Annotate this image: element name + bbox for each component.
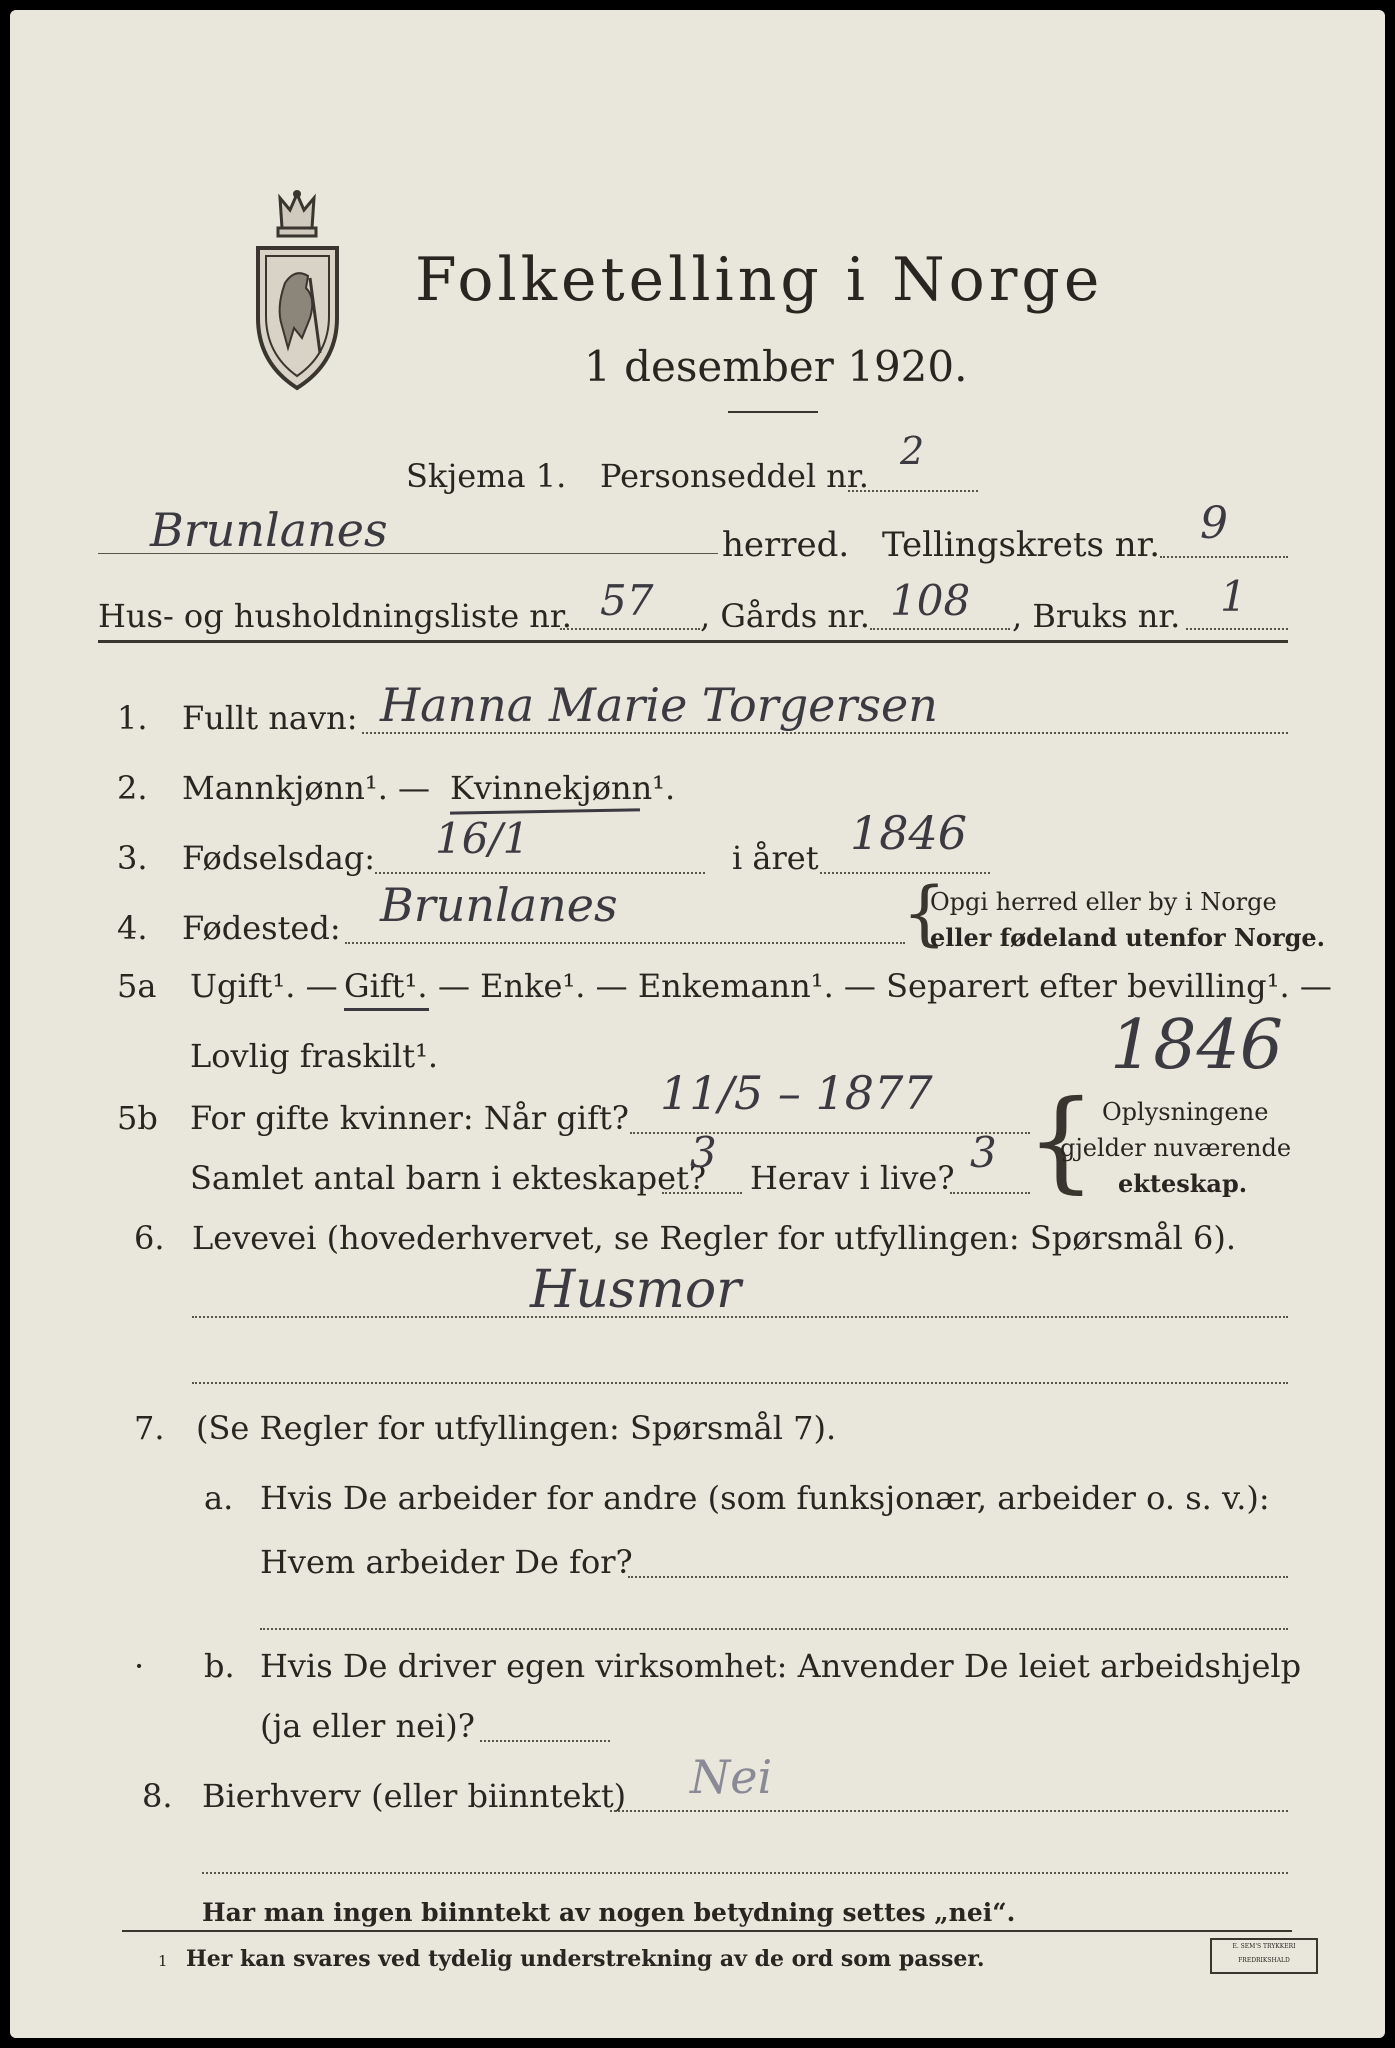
q7a-line-1 [628,1576,1288,1578]
q5a-gift-underline [344,1008,429,1011]
q7a-letter: a. [204,1479,234,1517]
husliste-value: 57 [600,576,654,625]
q4-line [345,942,905,944]
q5a-number: 5a [117,967,157,1005]
q5a-ugift-option: Ugift¹. — [190,967,338,1005]
q7-number: 7. [134,1409,165,1447]
q4-value: Brunlanes [380,878,618,932]
gards-value: 108 [890,576,971,625]
footnote-text: Her kan svares ved tydelig understrekning av de ord som passer. [186,1946,985,1972]
personseddel-value: 2 [900,429,925,473]
bruks-value: 1 [1220,572,1247,621]
q7b-bullet: · [134,1647,145,1685]
margin-note: 1846 [1110,1006,1284,1085]
q5b-brace: { [1026,1076,1096,1204]
q8-line [610,1810,1288,1812]
q6-value: Husmor [530,1260,741,1320]
header-rule [98,640,1288,643]
tellingskrets-line [1160,556,1288,558]
q7-label: (Se Regler for utfyllingen: Spørsmål 7). [196,1409,837,1447]
q7b-text: Hvis De driver egen virksomhet: Anvender De leiet arbeidshjelp [260,1647,1302,1685]
q5b-children-value: 3 [690,1128,717,1177]
q2-male-option: Mannkjønn¹. — [182,769,431,807]
q4-brace: { [902,872,947,954]
footnote-mark: 1 [158,1952,168,1970]
q3-label: Fødselsdag: [182,839,376,877]
footer-rule [122,1930,1292,1932]
q3-day-line [375,872,705,874]
q6-number: 6. [134,1219,165,1257]
q6-line-2 [192,1382,1288,1384]
q5b-alive-label: Herav i live? [750,1159,955,1197]
q6-label: Levevei (hovederhvervet, se Regler for utfyllingen: Spørsmål 6). [192,1219,1237,1257]
husliste-line [560,628,700,630]
q3-year-label: i året [732,839,819,877]
q1-number: 1. [117,699,148,737]
tellingskrets-label: Tellingskrets nr. [882,525,1161,565]
q5b-value: 11/5 – 1877 [660,1066,933,1120]
q8-label: Bierhverv (eller biinntekt) [202,1777,627,1815]
q5b-note-1: Oplysningene [1102,1098,1269,1126]
tellingskrets-value: 9 [1200,498,1228,549]
q5a-gift-option: Gift¹. [344,967,428,1005]
q5b-label: For gifte kvinner: Når gift? [190,1099,629,1137]
personseddel-label: Personseddel nr. [600,457,869,495]
q4-note-1: Opgi herred eller by i Norge [930,888,1277,916]
herred-line [98,553,718,554]
q5b-note-2: gjelder nuværende [1060,1134,1292,1162]
q7b-line [480,1740,610,1742]
q8-line-2 [202,1872,1288,1874]
q5b-children-line [662,1192,742,1194]
q5a-fraskilt-option: Lovlig fraskilt¹. [190,1037,439,1075]
coat-of-arms-icon [250,188,345,393]
q7b-question: (ja eller nei)? [260,1707,475,1745]
q5b-alive-value: 3 [970,1128,997,1177]
q5a-other-options: — Enke¹. — Enkemann¹. — Separert efter bevilling¹. — [438,967,1332,1005]
q5b-alive-line [950,1192,1030,1194]
q7a-line-2 [260,1628,1288,1630]
personseddel-line [848,490,978,492]
q4-note-2: eller fødeland utenfor Norge. [930,923,1325,952]
q8-number: 8. [142,1777,173,1815]
printer-stamp: E. SEM'S TRYKKERI FREDRIKSHALD [1210,1938,1318,1974]
skjema-label: Skjema 1. [406,457,567,495]
bruks-label: , Bruks nr. [1012,597,1181,635]
q1-value: Hanna Marie Torgersen [380,678,938,732]
herred-label: herred. [722,525,850,565]
q3-number: 3. [117,839,148,877]
q2-female-option: Kvinnekjønn¹. [450,769,676,807]
census-form [10,10,1385,2038]
footer-note: Har man ingen biinntekt av nogen betydning settes „nei“. [202,1898,1016,1927]
q3-value: 16/1 [435,814,530,863]
herred-value: Brunlanes [150,503,388,557]
q5b-note-3: ekteskap. [1118,1169,1248,1198]
q5b-children-label: Samlet antal barn i ekteskapet? [190,1159,707,1197]
form-title: Folketelling i Norge [415,245,1104,315]
q4-number: 4. [117,909,148,947]
q8-value: Nei [690,1750,773,1804]
q6-line-1 [192,1316,1288,1318]
q7a-text: Hvis De arbeider for andre (som funksjonær, arbeider o. s. v.): [260,1479,1270,1517]
q3-year-value: 1846 [850,806,968,860]
q5b-number: 5b [117,1099,158,1137]
title-divider [728,411,818,413]
q1-label: Fullt navn: [182,699,358,737]
census-date: 1 desember 1920. [584,342,968,391]
q1-line [362,732,1288,734]
husliste-label: Hus- og husholdningsliste nr. [98,597,572,635]
q7b-letter: b. [204,1647,235,1685]
bruks-line [1186,628,1288,630]
gards-line [870,628,1010,630]
q7a-question: Hvem arbeider De for? [260,1543,633,1581]
gards-label: , Gårds nr. [700,597,870,635]
q4-label: Fødested: [182,909,341,947]
q2-number: 2. [117,769,148,807]
